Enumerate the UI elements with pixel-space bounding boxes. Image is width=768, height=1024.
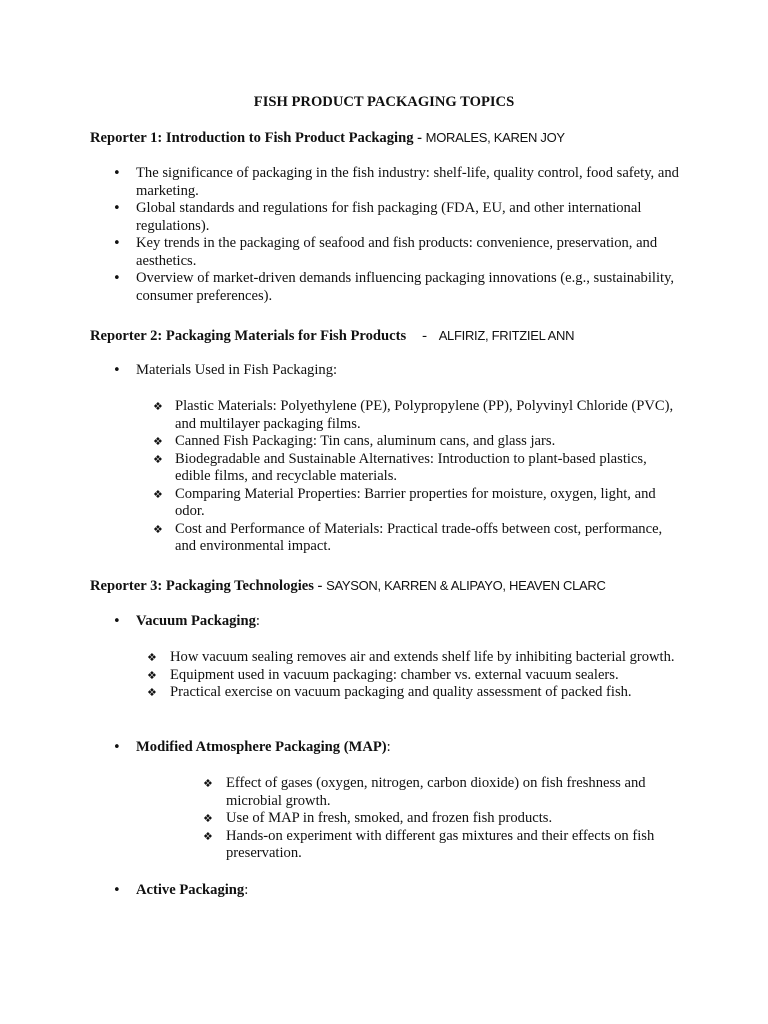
active-packaging-list (136, 882, 681, 900)
map-sublist (203, 775, 686, 863)
list-item: • Materials Used in Fish Packaging: (136, 362, 681, 380)
reporter-1-heading (90, 129, 565, 148)
sub-list-item: ❖ Effect of gases (oxygen, nitrogen, carbon dioxide) on fish freshness and microbial growth. (203, 775, 646, 809)
diamond-bullet-icon: ❖ (153, 435, 163, 448)
sub-list-item: ❖ Canned Fish Packaging: Tin cans, aluminum cans, and glass jars. (153, 433, 556, 449)
reporter-1-label: Reporter 1: Introduction to Fish Product Packaging - (90, 130, 423, 146)
diamond-bullet-icon: ❖ (147, 668, 157, 682)
diamond-bullet-icon: ❖ (203, 812, 213, 825)
diamond-bullet-icon: ❖ (203, 829, 213, 843)
sub-list-item: ❖ Equipment used in vacuum packaging: chamber vs. external vacuum sealers. (147, 666, 619, 683)
diamond-bullet-icon: ❖ (153, 452, 163, 466)
reporter-2-list (136, 362, 681, 380)
vacuum-packaging-list (136, 613, 681, 631)
diamond-bullet-icon: ❖ (153, 487, 163, 501)
list-item: • The significance of packaging in the fish industry: shelf-life, quality control, food safety, and marketing. (136, 165, 681, 200)
vacuum-packaging-sublist (147, 649, 680, 702)
reporter-3-label: Reporter 3: Packaging Technologies - (90, 578, 323, 594)
reporter-3-heading (90, 577, 606, 596)
sub-list-item: ❖ Use of MAP in fresh, smoked, and frozen fish products. (203, 810, 553, 826)
diamond-bullet-icon: ❖ (147, 651, 157, 664)
list-item: • Key trends in the packaging of seafood and fish products: convenience, preservation, and aesthetics. (136, 235, 681, 270)
section-heading: • Modified Atmosphere Packaging (MAP): (136, 739, 681, 757)
reporter-2-label: Reporter 2: Packaging Materials for Fish Products (90, 328, 407, 344)
sub-list-item: ❖ Plastic Materials: Polyethylene (PE), Polypropylene (PP), Polyvinyl Chloride (PVC), and multilayer packaging films. (153, 398, 674, 432)
list-item: • Overview of market-driven demands influencing packaging innovations (e.g., sustainability, consumer preferences). (136, 270, 681, 305)
diamond-bullet-icon: ❖ (153, 400, 163, 413)
reporter-2-names: ALFIRIZ, FRITZIEL ANN (438, 328, 575, 343)
sub-list-item: ❖ Comparing Material Properties: Barrier properties for moisture, oxygen, light, and odor. (153, 485, 656, 519)
document-title: FISH PRODUCT PACKAGING TOPICS (253, 94, 515, 110)
diamond-bullet-icon: ❖ (203, 777, 213, 790)
reporter-2-sublist (153, 398, 685, 556)
sub-list-item: ❖ Practical exercise on vacuum packaging and quality assessment of packed fish. (147, 684, 632, 700)
sub-list-item: ❖ How vacuum sealing removes air and extends shelf life by inhibiting bacterial growth. (147, 649, 675, 665)
section-heading: • Vacuum Packaging: (136, 613, 681, 631)
reporter-2-heading (90, 327, 574, 346)
reporter-2-dash: - (422, 328, 428, 344)
map-list (136, 739, 681, 757)
section-heading: • Active Packaging: (136, 882, 681, 900)
sub-list-item: ❖ Biodegradable and Sustainable Alternatives: Introduction to plant-based plastics, edible films, and recyclable materials. (153, 450, 647, 484)
diamond-bullet-icon: ❖ (147, 686, 157, 699)
sub-list-item: ❖ Hands-on experiment with different gas mixtures and their effects on fish preservation. (203, 827, 655, 861)
list-item: • Global standards and regulations for fish packaging (FDA, EU, and other international regulations). (136, 200, 681, 235)
reporter-1-list (136, 165, 681, 305)
reporter-3-names: SAYSON, KARREN & ALIPAYO, HEAVEN CLARC (326, 578, 606, 593)
diamond-bullet-icon: ❖ (153, 522, 163, 536)
reporter-1-names: MORALES, KAREN JOY (425, 130, 565, 145)
sub-list-item: ❖ Cost and Performance of Materials: Practical trade-offs between cost, performance, and environmental impact. (153, 520, 663, 554)
